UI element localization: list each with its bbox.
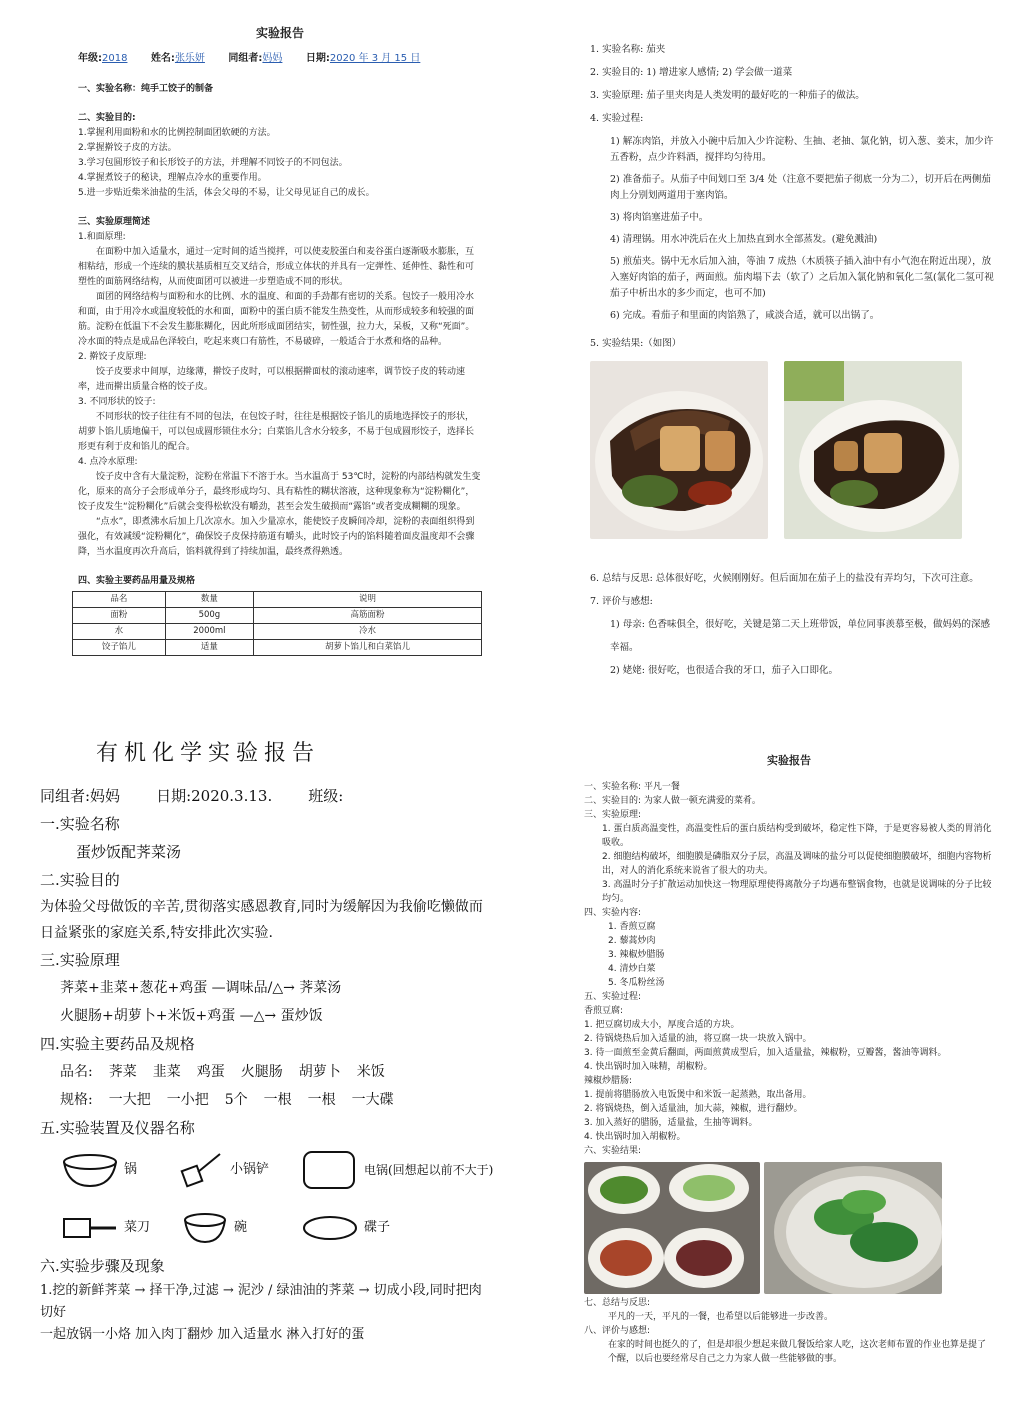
report-title: 实验报告: [767, 754, 811, 767]
step-2: 一起放锅一小烙 加入肉丁翻炒 加入适量水 淋入打好的蛋: [40, 1327, 365, 1342]
item-aim: 2. 实验目的: 1) 增进家人感情; 2) 学会做一道菜: [590, 67, 793, 78]
table-row: 面粉 500g 高筋面粉: [73, 608, 482, 624]
item-result: 5. 实验结果:（如图）: [590, 338, 682, 349]
principle-head: 2. 擀饺子皮原理:: [78, 352, 147, 362]
meal-report: [512, 706, 1024, 1413]
item-result: 六、实验结果:: [584, 1146, 642, 1156]
principle-head: 3. 不同形状的饺子:: [78, 397, 156, 407]
table-header-row: 品名 数量 说明: [73, 592, 482, 608]
tool-pot: 锅: [60, 1148, 180, 1192]
dish: 2. 藜蒿炒肉: [608, 936, 656, 946]
dish: 5. 冬瓜粉丝汤: [608, 978, 665, 988]
grade-text: 班级:: [308, 787, 344, 805]
process-steps: [590, 134, 994, 324]
dish: 3. 辣椒炒腊肠: [608, 950, 665, 960]
item-principle: 3. 实验原理: 茄子里夹肉是人类发明的最好吃的一种茄子的做法。: [590, 90, 865, 101]
item-name: 1. 实验名称: 茄夹: [590, 44, 666, 55]
eggplant-report: [512, 0, 1024, 706]
section-reagents: 四、实验主要药品用量及规格: [78, 576, 196, 586]
item-comments: 八、评价与感想:: [584, 1326, 651, 1336]
spatula-icon: [180, 1150, 226, 1190]
principle-list: [584, 822, 994, 906]
table-row: 饺子馅儿 适量 胡萝卜馅儿和白菜馅儿: [73, 640, 482, 656]
step: 3) 将肉馅塞进茄子中。: [610, 212, 709, 223]
handwritten-report: [0, 706, 512, 1413]
tofu-head: 香煎豆腐:: [584, 1006, 624, 1016]
item-process: 4. 实验过程:: [590, 113, 644, 124]
principle-text: 面团的网络结构与面粉和水的比例、水的温度、和面的手劲都有密切的关系。包饺子一般用冷水和面，由于用冷水或温度较低的水和面，面粉中的蛋白质不能发生热变性，从而形成较多和较强的面筋。淀粉在低温下不会发生膨胀糊化，因此所形成面团结实，韧性强，拉力大，呆板，又称“死面”。冷水面的特点是成品色泽较白，吃起来爽口有筋性，不易破碎，一般适合于水煮和烙的品种。: [78, 292, 475, 347]
partner-text: 同组者:妈妈: [40, 787, 121, 805]
principle-text: “点水”，即煮沸水后加上几次凉水。加入少量凉水，能使饺子皮瞬间冷却，淀粉的表面组织得到强化，有效减缓“淀粉糊化”，确保饺子皮保持筋道有嚼头，此时饺子内的馅料随着面皮温度却不会骤降，当水温度再次升高后，馅料就得到了持续加温，最终煮得熟透。: [78, 517, 475, 557]
sausage-step: 3. 加入蒸好的腊肠，适量盐，生抽等调料。: [584, 1118, 758, 1128]
section-reagents: 四.实验主要药品及规格: [40, 1035, 195, 1053]
dish-list: [584, 920, 994, 990]
name-value: 张乐妍: [174, 53, 205, 64]
apparatus-drawings: [60, 1148, 494, 1246]
handwritten-meta: [40, 782, 488, 810]
reagent-table: [72, 591, 482, 656]
aim-item: 1.掌握利用面粉和水的比例控制面团软硬的方法。: [78, 128, 276, 138]
tool-spatula: 小锅铲: [180, 1148, 300, 1192]
principle-text: 饺子皮要求中间厚，边缘薄，擀饺子皮时，可以根据擀面杖的滚动速率，调节饺子皮的转动速率，进而擀出质量合格的饺子皮。: [78, 367, 466, 392]
date-value: 2020 年 3 月 15 日: [329, 53, 421, 64]
section-apparatus: 五.实验装置及仪器名称: [40, 1119, 195, 1137]
tofu-step: 4. 快出锅时加入味精，胡椒粉。: [584, 1062, 713, 1072]
dumpling-report: [0, 0, 512, 706]
section-principle: 三.实验原理: [40, 951, 120, 969]
summary-text: 平凡的一天，平凡的一餐，也希望以后能够进一步改善。: [608, 1312, 834, 1322]
aim-item: 5.进一步贴近柴米油盐的生活，体会父母的不易，让父母见证自己的成长。: [78, 188, 375, 198]
report-title: 实验报告: [255, 26, 304, 40]
step: 4) 清理锅。用水冲洗后在火上加热直到水全部蒸发。(避免溅油): [610, 234, 878, 245]
item-name: 一、实验名称: 平凡一餐: [584, 782, 680, 792]
dish: 4. 清炒白菜: [608, 964, 656, 974]
aim-item: 2.掌握擀饺子皮的方法。: [78, 143, 177, 153]
tofu-step: 1. 把豆腐切成大小，厚度合适的方块。: [584, 1020, 740, 1030]
step: 1) 解冻肉馅，并放入小碗中后加入少许淀粉、生抽、老抽、氯化钠，切入葱、姜末，加少许五香粉，点少许料酒，搅拌均匀待用。: [610, 136, 994, 163]
tool-knife: 菜刀: [60, 1210, 180, 1246]
ingredient-names: 品名: 荠菜 韭菜 鸡蛋 火腿肠 胡萝卜 米饭: [60, 1064, 385, 1080]
item-process: 五、实验过程:: [584, 992, 642, 1002]
dish: 1. 香煎豆腐: [608, 922, 656, 932]
aim-item: 4.掌握煮饺子的秘诀，理解点冷水的重要作用。: [78, 173, 267, 183]
principle-text: 在面粉中加入适量水，通过一定时间的适当搅拌，可以使麦胶蛋白和麦谷蛋白逐渐吸水膨胀，互相粘结，形成一个连续的膜状基质相互交叉结合，形成立体状的并具有一定弹性、延伸性、黏性和可塑性的面筋网络结构，从而使面团可以被进一步塑造成不同的形状。: [78, 247, 475, 287]
knife-icon: [60, 1213, 120, 1243]
soup-photo: [764, 1162, 942, 1294]
equation-rice: 火腿肠+胡萝卜+米饭+鸡蛋 —△→ 蛋炒饭: [60, 1008, 323, 1024]
section-name: 一、实验名称：纯手工饺子的制备: [78, 84, 214, 94]
result-photos: [590, 361, 994, 539]
bowl-icon: [180, 1210, 230, 1246]
item-principle: 三、实验原理:: [584, 810, 642, 820]
aim-item: 3.学习包圆形饺子和长形饺子的方法，并理解不同饺子的不同包法。: [78, 158, 348, 168]
principle-head: 1.和面原理:: [78, 232, 126, 242]
item-comments: 7. 评价与感想:: [590, 596, 653, 607]
step: 5) 煎茄夹。锅中无水后加入油，等油 7 成热（木质筷子插入油中有小气泡在附近出现），放入塞好肉馅的茄子，两面煎。茄肉塌下去（软了）之后加入氯化钠和氧化二氢(氯化二氢可视茄子中析出水的多少而定，也可不加): [610, 256, 994, 299]
comment: 2) 姥姥: 很好吃，也很适合我的牙口，茄子入口即化。: [610, 665, 838, 676]
table-row: 水 2000ml 冷水: [73, 624, 482, 640]
tool-electric-pot: 电锅(回想起以前不大于): [300, 1148, 500, 1192]
aim-text: 为体验父母做饭的辛苦,贯彻落实感恩教育,同时为缓解因为我偷吃懒做而日益紧张的家庭关系,特安排此次实验.: [40, 899, 483, 941]
grade-value: 2018: [102, 53, 128, 64]
dishes-photo: [584, 1162, 760, 1294]
principle-text: 饺子皮中含有大量淀粉，淀粉在常温下不溶于水。当水温高于 53℃时，淀粉的内部结构就发生变化，原来的高分子会形成单分子，最终形成均匀、具有粘性的糊状溶液，这种现象称为“淀粉糊化”，饺子皮发生“淀粉糊化”后就会变得松软没有嚼劲，甚至会发生破损而“露馅”或者变成糊糊的现象。: [78, 472, 481, 512]
dish-name: 蛋炒饭配荠菜汤: [76, 843, 182, 861]
principle: 2. 细胞结构破坏，细胞膜是磷脂双分子层，高温及调味的盐分可以促使细胞膜破坏，细胞内容物析出，对人的消化系统来说省了很大的功夫。: [602, 852, 992, 876]
date-text: 日期:2020.3.13.: [156, 787, 273, 805]
step-1: 1.挖的新鲜荠菜 → 择干净,过滤 → 泥沙 / 绿油油的荠菜 → 切成小段,同时把肉切好: [40, 1283, 482, 1320]
partner-value: 妈妈: [262, 53, 283, 64]
section-principle: 三、实验原理简述: [78, 217, 151, 227]
eggplant-photo-1: [590, 361, 768, 539]
item-aim: 二、实验目的: 为家人做一顿充满爱的菜肴。: [584, 796, 761, 806]
eggplant-photo-2: [784, 361, 962, 539]
tofu-step: 3. 待一面煎至金黄后翻面，两面煎黄成型后，加入适量盐，辣椒粉，豆瓣酱，酱油等调料。: [584, 1048, 947, 1058]
principle-text: 不同形状的饺子往往有不同的包法，在包饺子时，往往是根据饺子馅儿的质地选择饺子的形状，胡萝卜馅儿质地偏干，可以包成圆形锁住水分；白菜馅儿含水分较多，不易于包成圆形饺子，选择长形更有利于皮和馅儿的配合。: [78, 412, 475, 452]
sausage-step: 1. 提前将腊肠放入电饭煲中和米饭一起蒸熟，取出备用。: [584, 1090, 812, 1100]
tool-bowl: 碗: [180, 1210, 300, 1246]
sausage-step: 2. 将锅烧热，倒入适量油，加大蒜，辣椒，进行翻炒。: [584, 1104, 803, 1114]
item-content: 四、实验内容:: [584, 908, 642, 918]
comment-text: 在家的时间也挺久的了，但是却很少想起来做几餐饭给家人吃，这次老师布置的作业也算是提了个醒，以后也要经常尽自己之力为家人做一些能够做的事。: [608, 1340, 987, 1364]
tool-plate: 碟子: [300, 1210, 500, 1246]
electric-pot-icon: [300, 1148, 360, 1192]
sausage-head: 辣椒炒腊肠:: [584, 1076, 633, 1086]
handwritten-title: 有机化学实验报告: [96, 741, 321, 766]
comment-list: [590, 613, 994, 682]
section-steps: 六.实验步骤及现象: [40, 1257, 165, 1275]
principle: 1. 蛋白质高温变性，高温变性后的蛋白质结构受到破坏，稳定性下降，于是更容易被人类的胃消化吸收。: [602, 824, 992, 848]
section-name: 一.实验名称: [40, 815, 120, 833]
step: 2) 准备茄子。从茄子中间划口至 3/4 处（注意不要把茄子彻底一分为二），切开后在两侧茄肉上分别划两道用于塞肉馅。: [610, 174, 991, 201]
plate-icon: [300, 1213, 360, 1243]
tofu-step: 2. 待锅烧热后加入适量的油，将豆腐一块一块放入锅中。: [584, 1034, 812, 1044]
section-aim: 二.实验目的: [40, 871, 120, 889]
equation-soup: 荠菜+韭菜+葱花+鸡蛋 —调味品/△→ 荠菜汤: [60, 980, 342, 996]
report-meta: 年级:2018 姓名:张乐妍 同组者:妈妈 日期:2020 年 3 月 15 日: [78, 53, 421, 64]
principle: 3. 高温时分子扩散运动加快这一物理原理使得离散分子均遇布整锅食物，也就是说调味的分子比较均匀。: [602, 880, 992, 904]
result-photos: [584, 1162, 994, 1294]
principle-head: 4. 点冷水原理:: [78, 457, 138, 467]
comment: 1) 母亲: 色香味俱全，很好吃，关键是第二天上班带饭，单位同事羡慕至极，做妈妈的深感幸福。: [610, 619, 990, 653]
ingredient-specs: 规格: 一大把 一小把 5个 一根 一根 一大碟: [60, 1092, 394, 1108]
section-aims: 二、实验目的:: [78, 113, 136, 123]
sausage-step: 4. 快出锅时加入胡椒粉。: [584, 1132, 686, 1142]
item-summary: 6. 总结与反思: 总体很好吃，火候刚刚好。但后面加在茄子上的盐没有弄均匀，下次可注意。: [590, 573, 979, 584]
item-summary: 七、总结与反思:: [584, 1298, 651, 1308]
pot-icon: [60, 1150, 120, 1190]
step: 6) 完成。看茄子和里面的肉馅熟了，咸淡合适，就可以出锅了。: [610, 310, 880, 321]
